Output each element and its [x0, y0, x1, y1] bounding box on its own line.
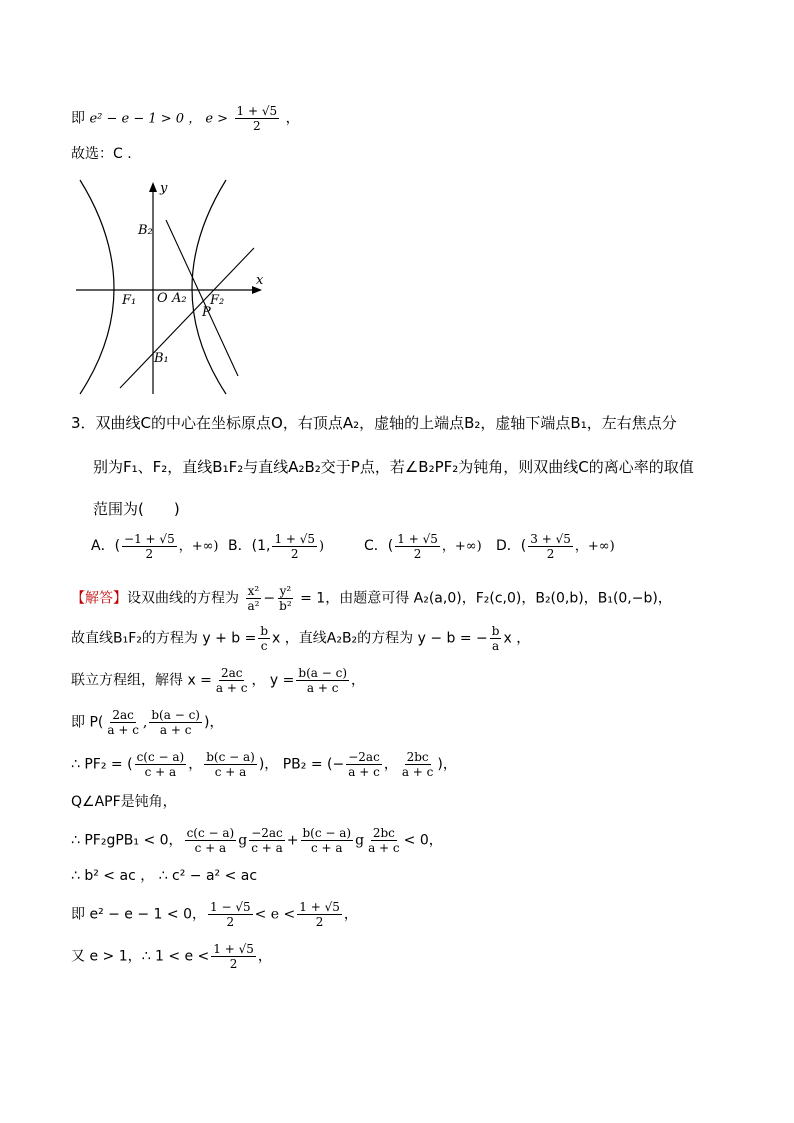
numerator: 2bc	[372, 826, 395, 840]
text: g	[355, 832, 365, 849]
answer-line-2	[71, 624, 530, 653]
denominator: c + a	[251, 841, 283, 855]
denominator: 2	[413, 547, 422, 561]
numerator: c(c − a)	[136, 750, 185, 764]
option-tail: ，+∞)	[441, 539, 482, 554]
text: )，	[203, 714, 224, 731]
label-O: O	[157, 291, 168, 306]
denominator: a + c	[215, 681, 248, 695]
numerator: 1 + √5	[213, 942, 254, 956]
denominator: 2	[290, 547, 299, 561]
numerator: b(a − c)	[151, 708, 200, 722]
text: x ，	[503, 630, 531, 647]
numerator: −1 + √5	[124, 532, 175, 546]
denominator: c + a	[311, 841, 343, 855]
denominator: c + a	[214, 765, 247, 779]
numerator: b(a − c)	[298, 666, 348, 680]
text: 即 P(	[71, 714, 104, 731]
denominator: a + c	[368, 841, 400, 855]
label-F2: F₂	[210, 293, 225, 308]
denominator: a + c	[348, 765, 380, 779]
option-d[interactable]	[496, 532, 615, 561]
text: = 1，由题意可得 A₂(a,0)，F₂(c,0)，B₂(0,b)，B₁(0,−b)，	[300, 590, 672, 607]
numerator: 2bc	[406, 750, 429, 764]
answer-line-5	[71, 750, 457, 779]
numerator: 1 + √5	[299, 900, 340, 914]
denominator: 2	[253, 119, 261, 133]
numerator: −2ac	[251, 826, 283, 840]
answer-line-6: Q∠APF是钝角，	[71, 794, 177, 810]
denominator: 2	[226, 915, 235, 929]
text: −	[263, 590, 276, 607]
denominator: 2	[145, 547, 154, 561]
denominator: 2	[229, 957, 238, 971]
label-B2: B₂	[138, 223, 153, 238]
numerator: 2ac	[112, 708, 134, 722]
answer-line-3	[71, 666, 365, 695]
numerator: 3 + √5	[530, 532, 571, 546]
text: g	[238, 832, 248, 849]
numerator: b	[491, 624, 500, 638]
denominator: a + c	[306, 681, 339, 695]
answer-line-1	[71, 584, 672, 613]
text: ，	[188, 756, 203, 773]
text: 又 e > 1，∴ 1 < e <	[71, 948, 210, 965]
denominator: a + c	[107, 723, 139, 737]
numerator: 1 + √5	[397, 532, 438, 546]
option-b[interactable]	[228, 532, 324, 561]
question-line-3: 范围为( )	[93, 500, 180, 518]
text: < e <	[254, 906, 296, 923]
text: ∴ PF₂ = (	[71, 756, 133, 773]
denominator: 2	[546, 547, 555, 561]
numerator: 1 − √5	[210, 900, 251, 914]
option-label: C．(	[364, 538, 394, 554]
math: e² − e − 1 > 0 ， e >	[89, 111, 229, 127]
denominator: a + c	[401, 765, 434, 779]
text: 即 e² − e − 1 < 0，	[71, 906, 206, 923]
answer-line-7	[71, 826, 443, 855]
text: x ，直线A₂B₂的方程为 y − b = −	[272, 630, 488, 647]
option-label: A．(	[91, 538, 121, 554]
denominator: c + a	[194, 841, 227, 855]
text: 即	[71, 110, 85, 127]
line-1	[71, 104, 300, 133]
text: ,	[142, 714, 148, 731]
option-tail: )	[319, 539, 325, 554]
option-a[interactable]	[91, 532, 219, 561]
label-F1: F₁	[122, 293, 137, 308]
answer-line-10	[71, 942, 272, 971]
text: )， PB₂ = (−	[258, 756, 345, 773]
denominator: a²	[247, 599, 260, 613]
denominator: c	[260, 639, 268, 653]
answer-tag: 【解答】	[71, 590, 127, 607]
numerator: y²	[279, 584, 292, 598]
line-2: 故选：C .	[71, 146, 132, 162]
text: 联立方程组，解得 x =	[71, 672, 212, 689]
hyperbola-figure	[68, 176, 278, 396]
numerator: b(c − a)	[302, 826, 352, 840]
text: ，	[343, 906, 358, 923]
text: )，	[437, 756, 457, 773]
denominator: a + c	[159, 723, 192, 737]
label-P: P	[202, 305, 211, 320]
numerator: b(c − a)	[206, 750, 255, 764]
numerator: x²	[247, 584, 260, 598]
text: ，	[383, 756, 398, 773]
question-line-1: 3．双曲线C的中心在坐标原点O，右顶点A₂，虚轴的上端点B₂，虚轴下端点B₁，左右焦点分	[71, 414, 677, 432]
text: ， y =	[251, 672, 295, 689]
text: +	[286, 832, 299, 849]
denominator: 2	[315, 915, 324, 929]
numerator: b	[260, 624, 269, 638]
answer-line-8: ∴ b² < ac ， ∴ c² − a² < ac	[71, 868, 258, 884]
text: ∴ PF₂gPB₁ < 0，	[71, 832, 183, 849]
text: < 0，	[403, 832, 443, 849]
answer-line-4	[71, 708, 223, 737]
fraction	[235, 104, 280, 133]
text: 设双曲线的方程为	[127, 590, 239, 607]
denominator: c + a	[144, 765, 177, 779]
numerator: −2ac	[348, 750, 380, 764]
x-axis-label: x	[256, 273, 264, 288]
option-label: B．(1,	[228, 538, 271, 554]
answer-line-9	[71, 900, 358, 929]
numerator: c(c − a)	[186, 826, 235, 840]
label-A2: A₂	[172, 291, 187, 306]
numerator: 1 + √5	[236, 104, 278, 118]
option-label: D．(	[496, 538, 527, 554]
numerator: 1 + √5	[274, 532, 316, 546]
label-B1: B₁	[154, 351, 169, 366]
denominator: a	[492, 639, 500, 653]
option-tail: ，+∞)	[574, 539, 615, 554]
text: ，	[351, 672, 366, 689]
question-line-2: 别为F₁、F₂，直线B₁F₂与直线A₂B₂交于P点，若∠B₂PF₂为钝角，则双曲线C的离心率的取值	[93, 458, 694, 476]
option-c[interactable]	[364, 532, 482, 561]
denominator: b²	[279, 599, 292, 613]
y-axis-label: y	[160, 181, 168, 196]
option-tail: ，+∞)	[178, 539, 219, 554]
text: ，	[257, 948, 272, 965]
numerator: 2ac	[220, 666, 243, 680]
text: 故直线B₁F₂的方程为 y + b =	[71, 630, 257, 647]
text: ，	[285, 110, 300, 127]
